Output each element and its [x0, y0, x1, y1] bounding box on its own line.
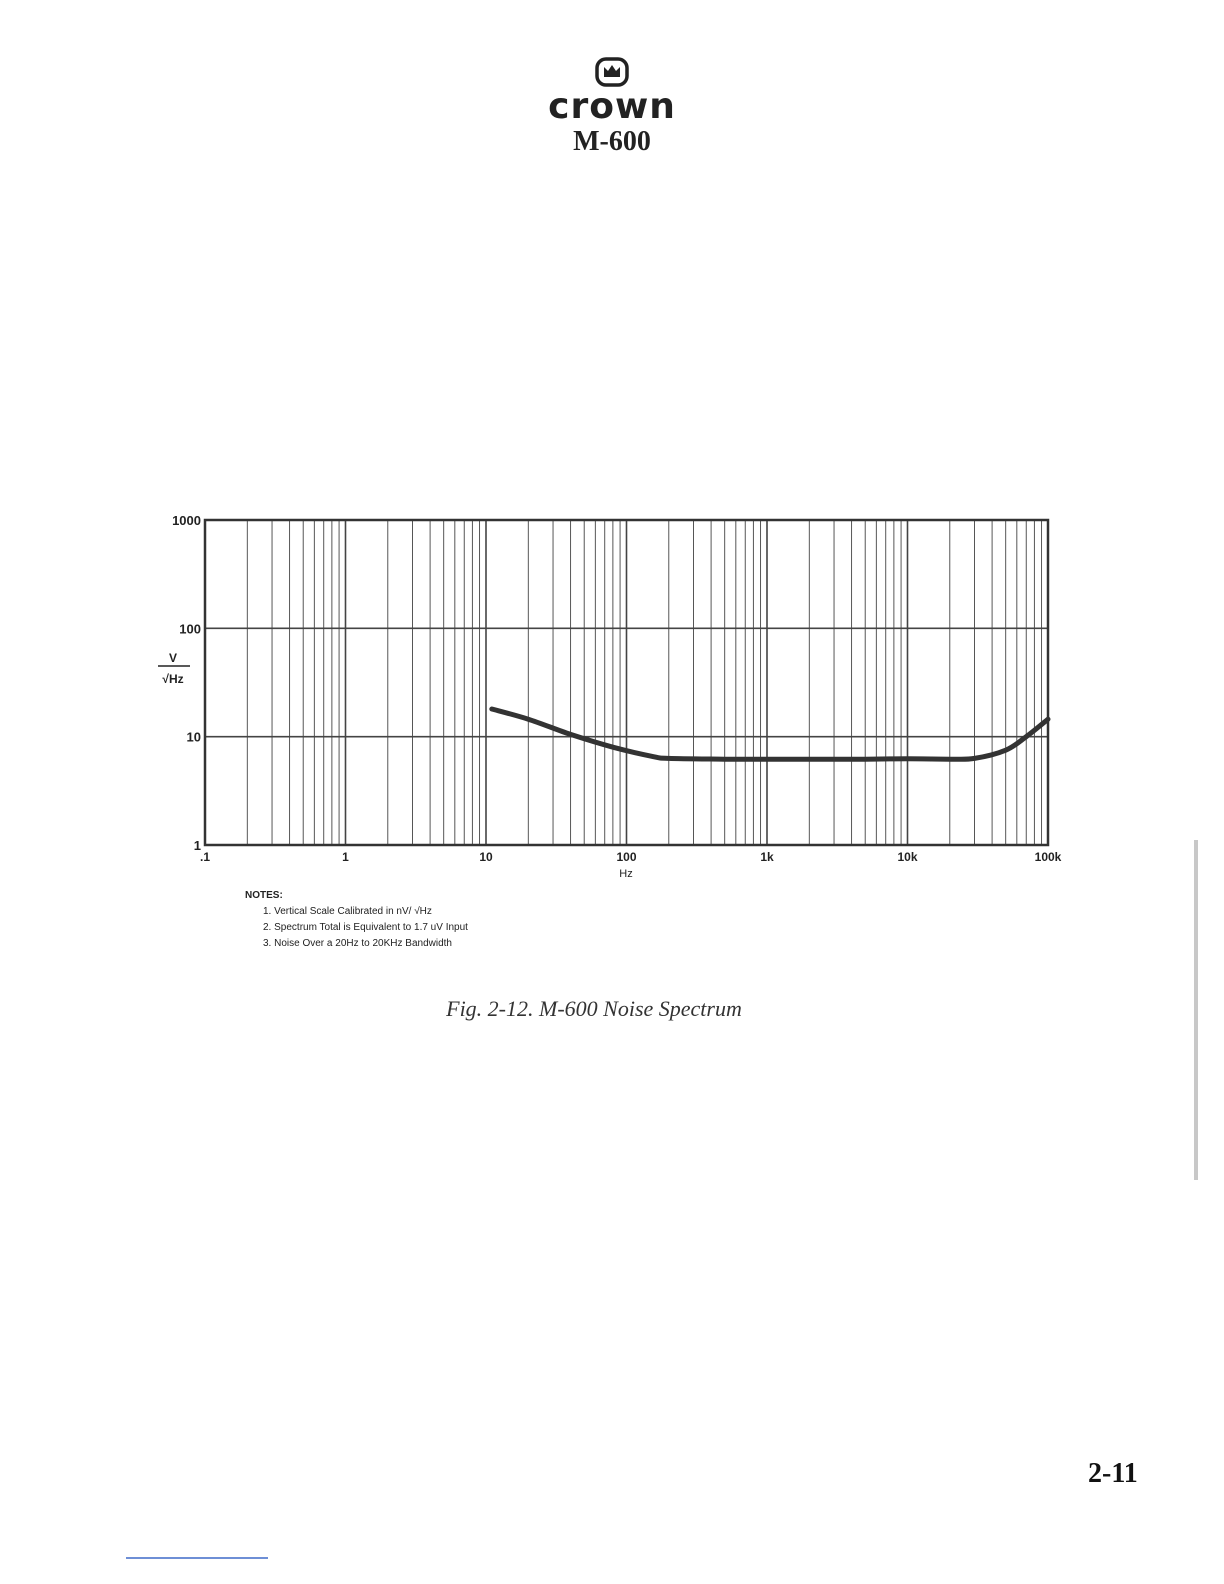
note-item-3: 3. Noise Over a 20Hz to 20KHz Bandwidth	[263, 938, 452, 949]
data-series-layer	[492, 709, 1048, 759]
chart-notes	[245, 888, 468, 952]
y-axis-label-denominator: √Hz	[162, 672, 184, 686]
x-tick-label: 10	[479, 850, 493, 864]
x-tick-label: 100k	[1034, 850, 1062, 864]
note-item-2: 2. Spectrum Total is Equivalent to 1.7 uV Input	[263, 922, 468, 933]
noise-spectrum-chart	[140, 505, 1080, 890]
notes-title: NOTES:	[245, 890, 283, 901]
brand-wordmark: crown	[548, 86, 676, 127]
x-axis-label: Hz	[619, 868, 633, 880]
x-tick-label: .1	[199, 850, 211, 864]
x-tick-label: 10k	[897, 850, 918, 864]
document-header	[0, 56, 1224, 158]
y-tick-label: 1	[193, 838, 201, 853]
x-tick-label: 1k	[760, 850, 774, 864]
page-number: 2-11	[1088, 1458, 1138, 1489]
y-axis-label	[158, 651, 190, 686]
footer-rule	[126, 1557, 268, 1559]
x-tick-label: 100	[616, 850, 637, 864]
note-item-1: 1. Vertical Scale Calibrated in nV/ √Hz	[263, 906, 432, 917]
x-axis-tick-labels	[200, 850, 1062, 864]
y-tick-label: 10	[186, 729, 201, 745]
scan-edge-shadow	[1194, 840, 1198, 1180]
y-axis-label-numerator: V	[168, 651, 178, 665]
model-title: M-600	[573, 126, 651, 157]
crown-logo-icon	[594, 56, 630, 88]
chart-grid	[205, 520, 1048, 845]
figure-caption: Fig. 2-12. M-600 Noise Spectrum	[446, 996, 742, 1021]
y-tick-label: 100	[179, 621, 201, 637]
noise-spectrum-curve	[492, 709, 1048, 759]
x-tick-label: 1	[342, 850, 349, 864]
y-tick-label: 1000	[172, 513, 201, 528]
